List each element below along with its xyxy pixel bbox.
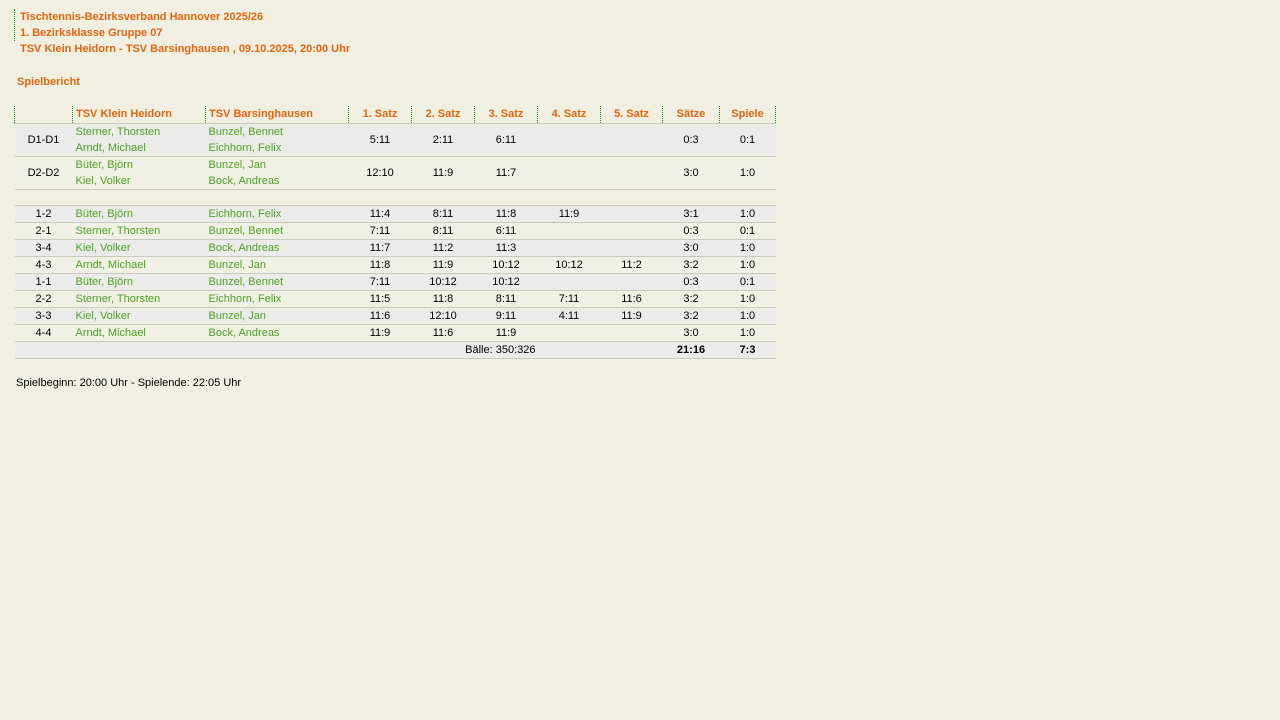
singles-row: [15, 206, 776, 223]
spiele-score: 1:0: [739, 259, 756, 271]
match-times-note: Spielbeginn: 20:00 Uhr - Spielende: 22:05 Uhr: [16, 377, 242, 389]
player-line: [209, 223, 349, 239]
spacer-row: [15, 190, 776, 206]
col-header-satz-2: 2. Satz: [412, 106, 475, 124]
saetze-score: 3:2: [683, 293, 699, 305]
match-number: 3-3: [35, 310, 52, 322]
player-line: [209, 291, 349, 307]
home-player-cell: [73, 124, 206, 157]
saetze-score: 0:3: [683, 225, 699, 237]
home-player-cell: [73, 257, 206, 274]
match-number: 1-2: [35, 208, 52, 220]
player-line: [76, 240, 206, 256]
away-player-cell: [206, 291, 349, 308]
set-5-score: 11:9: [621, 310, 642, 322]
match-number: 1-1: [35, 276, 52, 288]
set-5-score: [601, 325, 663, 342]
set-2-score: 2:11: [432, 134, 454, 146]
set-3-score: 8:11: [495, 293, 517, 305]
match-number: D1-D1: [27, 134, 60, 146]
set-5-score: [601, 223, 663, 240]
set-3-score: 6:11: [495, 134, 517, 146]
home-player-cell: [73, 206, 206, 223]
set-4-score: [538, 274, 601, 291]
spiele-score: 1:0: [739, 310, 756, 322]
saetze-score: 3:0: [683, 242, 699, 254]
home-player-link[interactable]: Büter, Björn: [75, 208, 133, 220]
player-line: [76, 257, 206, 273]
singles-row: [15, 223, 776, 240]
player-line: [76, 274, 206, 290]
away-player-link[interactable]: Bunzel, Bennet: [208, 126, 284, 138]
set-1-score: 11:8: [369, 259, 391, 271]
set-3-score: 10:12: [492, 276, 520, 288]
spiele-score: 1:0: [739, 208, 756, 220]
col-header-away-team[interactable]: TSV Barsinghausen: [206, 106, 349, 124]
saetze-total: 21:16: [676, 344, 706, 356]
set-1-score: 7:11: [369, 225, 391, 237]
away-player-link[interactable]: Eichhorn, Felix: [208, 208, 282, 220]
singles-row: [15, 308, 776, 325]
set-2-score: 11:8: [432, 293, 454, 305]
away-player-cell: [206, 308, 349, 325]
home-player-cell: [73, 308, 206, 325]
spiele-score: 1:0: [739, 293, 756, 305]
player-line: [209, 206, 349, 222]
balls-total: Bälle: 350:326: [465, 344, 536, 356]
col-header-satz-3: 3. Satz: [475, 106, 538, 124]
set-2-score: 11:2: [432, 242, 454, 254]
away-player-link[interactable]: Bunzel, Jan: [208, 159, 266, 171]
report-table-header-row: [15, 106, 776, 124]
player-line: [76, 206, 206, 222]
home-player-link[interactable]: Arndt, Michael: [75, 259, 146, 271]
player-line: [76, 308, 206, 324]
home-player-link[interactable]: Sterner, Thorsten: [75, 126, 161, 138]
home-player-link[interactable]: Kiel, Volker: [75, 310, 131, 322]
set-4-score: 4:11: [558, 310, 580, 322]
doubles-row: [15, 157, 776, 190]
saetze-score: 3:0: [683, 167, 699, 179]
home-player-link[interactable]: Büter, Björn: [75, 159, 133, 171]
match-number: 4-3: [35, 259, 52, 271]
spiele-score: 0:1: [739, 276, 756, 288]
set-4-score: [538, 124, 601, 157]
away-player-cell: [206, 223, 349, 240]
singles-row: [15, 240, 776, 257]
match-number: D2-D2: [27, 167, 60, 179]
player-line: [209, 173, 349, 189]
set-5-score: [601, 274, 663, 291]
player-line: [209, 124, 349, 140]
home-player-link[interactable]: Sterner, Thorsten: [75, 293, 161, 305]
col-header-satz-5: 5. Satz: [601, 106, 663, 124]
set-3-score: 11:7: [495, 167, 517, 179]
set-1-score: 5:11: [369, 134, 391, 146]
set-1-score: 12:10: [366, 167, 394, 179]
set-3-score: 9:11: [495, 310, 517, 322]
set-5-score: 11:2: [621, 259, 642, 271]
away-player-link[interactable]: Bock, Andreas: [208, 327, 280, 339]
spiele-score: 1:0: [739, 242, 756, 254]
col-header-empty: [15, 106, 73, 124]
saetze-score: 0:3: [683, 134, 699, 146]
home-player-cell: [73, 291, 206, 308]
match-number: 2-2: [35, 293, 52, 305]
col-header-spiele: Spiele: [720, 106, 776, 124]
spiele-score: 1:0: [739, 167, 756, 179]
saetze-score: 3:2: [683, 310, 699, 322]
set-4-score: [538, 223, 601, 240]
home-player-link[interactable]: Kiel, Volker: [75, 175, 131, 187]
spiele-score: 0:1: [739, 134, 756, 146]
away-player-cell: [206, 325, 349, 342]
set-3-score: 11:9: [495, 327, 517, 339]
set-1-score: 11:5: [369, 293, 391, 305]
away-player-cell: [206, 274, 349, 291]
set-1-score: 11:9: [369, 327, 391, 339]
set-5-score: [601, 157, 663, 190]
section-title: Spielbericht: [17, 76, 80, 88]
set-5-score: [601, 124, 663, 157]
set-1-score: 11:4: [369, 208, 391, 220]
summary-set-5-empty: [601, 342, 663, 359]
saetze-score: 0:3: [683, 276, 699, 288]
col-header-satz-1: 1. Satz: [349, 106, 412, 124]
away-player-cell: [206, 157, 349, 190]
home-player-cell: [73, 325, 206, 342]
page-header: [14, 9, 1280, 41]
set-1-score: 11:7: [369, 242, 391, 254]
singles-row: [15, 274, 776, 291]
home-player-cell: [73, 223, 206, 240]
set-2-score: 11:6: [432, 327, 454, 339]
match-number: 2-1: [35, 225, 52, 237]
player-line: [76, 173, 206, 189]
set-1-score: 7:11: [369, 276, 391, 288]
set-1-score: 11:6: [369, 310, 391, 322]
doubles-row: [15, 124, 776, 157]
singles-row: [15, 257, 776, 274]
player-line: [209, 240, 349, 256]
set-2-score: 11:9: [432, 259, 454, 271]
set-4-score: 7:11: [558, 293, 580, 305]
singles-row: [15, 325, 776, 342]
away-player-link[interactable]: Bunzel, Bennet: [208, 225, 284, 237]
player-line: [76, 124, 206, 140]
away-player-cell: [206, 240, 349, 257]
player-line: [209, 140, 349, 156]
home-player-link[interactable]: Sterner, Thorsten: [75, 225, 161, 237]
summary-row: [15, 342, 776, 359]
player-line: [209, 157, 349, 173]
spiele-score: 1:0: [739, 327, 756, 339]
set-4-score: [538, 325, 601, 342]
league-title: 1. Bezirksklasse Gruppe 07: [20, 27, 163, 39]
set-3-score: 11:3: [495, 242, 517, 254]
home-player-link[interactable]: Kiel, Volker: [75, 242, 131, 254]
player-line: [76, 157, 206, 173]
home-player-cell: [73, 274, 206, 291]
away-player-link[interactable]: Bunzel, Jan: [208, 310, 266, 322]
player-line: [76, 325, 206, 341]
match-number: 4-4: [35, 327, 52, 339]
col-header-saetze: Sätze: [663, 106, 720, 124]
spacer-cell: [15, 190, 776, 206]
home-player-cell: [73, 157, 206, 190]
set-4-score: 10:12: [555, 259, 583, 271]
saetze-score: 3:0: [683, 327, 699, 339]
saetze-score: 3:2: [683, 259, 699, 271]
player-line: [76, 140, 206, 156]
player-line: [209, 274, 349, 290]
away-player-cell: [206, 206, 349, 223]
col-header-home-team[interactable]: TSV Klein Heidorn: [73, 106, 206, 124]
set-2-score: 12:10: [429, 310, 457, 322]
set-5-score: [601, 240, 663, 257]
match-number: 3-4: [35, 242, 52, 254]
away-player-cell: [206, 257, 349, 274]
match-title: TSV Klein Heidorn - TSV Barsinghausen , 09.10.2025, 20:00 Uhr: [20, 43, 351, 55]
set-2-score: 10:12: [429, 276, 457, 288]
spiele-score: 0:1: [739, 225, 756, 237]
away-player-link[interactable]: Eichhorn, Felix: [208, 293, 282, 305]
player-line: [209, 257, 349, 273]
set-2-score: 8:11: [432, 225, 454, 237]
away-player-link[interactable]: Bunzel, Jan: [208, 259, 266, 271]
set-4-score: [538, 240, 601, 257]
home-player-cell: [73, 240, 206, 257]
set-3-score: 11:8: [495, 208, 517, 220]
away-player-link[interactable]: Bock, Andreas: [208, 175, 280, 187]
saetze-score: 3:1: [683, 208, 699, 220]
set-4-score: 11:9: [558, 208, 580, 220]
player-line: [76, 223, 206, 239]
set-5-score: 11:6: [621, 293, 642, 305]
away-player-link[interactable]: Bunzel, Bennet: [208, 276, 284, 288]
singles-row: [15, 291, 776, 308]
set-5-score: [601, 206, 663, 223]
set-3-score: 6:11: [495, 225, 517, 237]
set-2-score: 8:11: [432, 208, 454, 220]
summary-set-4-empty: [538, 342, 601, 359]
spiele-total: 7:3: [739, 344, 756, 356]
away-player-link[interactable]: Bock, Andreas: [208, 242, 280, 254]
player-line: [209, 325, 349, 341]
away-player-link[interactable]: Eichhorn, Felix: [208, 142, 282, 154]
home-player-link[interactable]: Arndt, Michael: [75, 142, 146, 154]
association-title: Tischtennis-Bezirksverband Hannover 2025/26: [20, 11, 264, 23]
col-header-satz-4: 4. Satz: [538, 106, 601, 124]
player-line: [76, 291, 206, 307]
set-4-score: [538, 157, 601, 190]
home-player-link[interactable]: Büter, Björn: [75, 276, 133, 288]
player-line: [209, 308, 349, 324]
home-player-link[interactable]: Arndt, Michael: [75, 327, 146, 339]
away-player-cell: [206, 124, 349, 157]
set-2-score: 11:9: [432, 167, 454, 179]
report-table-body: [15, 124, 776, 359]
report-table: [14, 106, 776, 359]
set-3-score: 10:12: [492, 259, 520, 271]
